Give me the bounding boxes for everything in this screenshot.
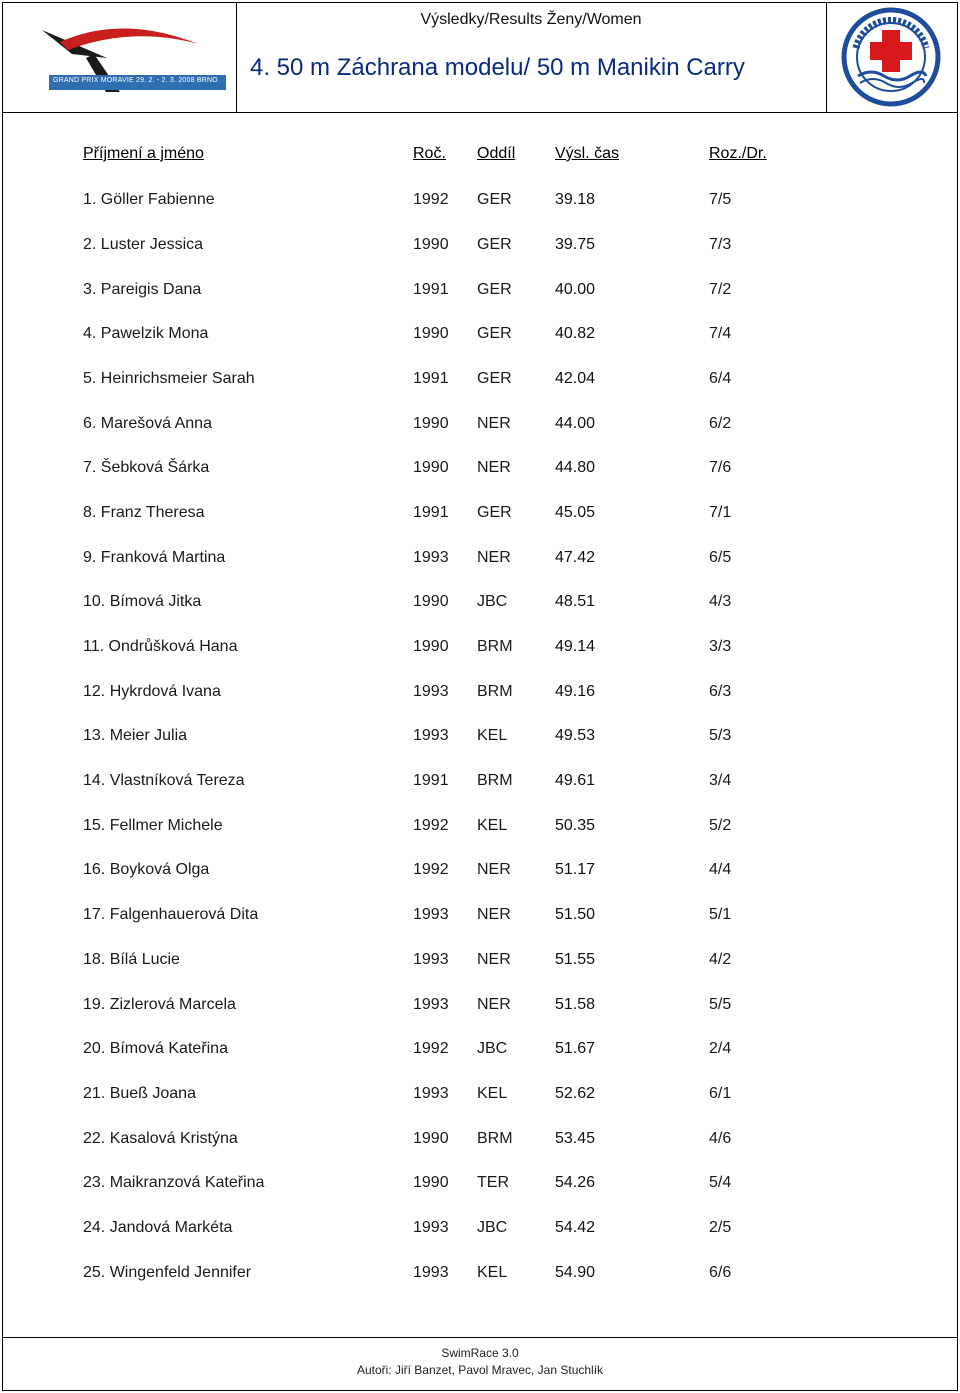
birth-year: 1990: [413, 593, 449, 610]
heat-lane: 5/2: [709, 817, 732, 834]
club-code: NER: [477, 951, 511, 968]
event-title: 4. 50 m Záchrana modelu/ 50 m Manikin Carry: [250, 54, 745, 81]
result-time: 49.53: [555, 727, 596, 744]
heat-lane: 7/4: [709, 325, 732, 342]
result-time: 49.16: [555, 683, 596, 700]
table-row: [83, 191, 843, 215]
birth-year: 1991: [413, 504, 449, 521]
birth-year: 1990: [413, 325, 449, 342]
athlete-name: 7. Šebková Šárka: [83, 459, 210, 476]
birth-year: 1993: [413, 951, 449, 968]
grand-prix-logo-icon: [2, 2, 236, 112]
table-row: [83, 370, 843, 394]
athlete-name: 19. Zizlerová Marcela: [83, 996, 236, 1013]
club-code: KEL: [477, 1264, 508, 1281]
athlete-name: 11. Ondrůšková Hana: [83, 638, 238, 655]
result-time: 53.45: [555, 1130, 596, 1147]
athlete-name: 9. Franková Martina: [83, 549, 226, 566]
athlete-name: 10. Bímová Jitka: [83, 593, 202, 610]
birth-year: 1992: [413, 191, 449, 208]
birth-year: 1992: [413, 1040, 449, 1057]
athlete-name: 24. Jandová Markéta: [83, 1219, 233, 1236]
club-code: NER: [477, 415, 511, 432]
result-time: 44.80: [555, 459, 596, 476]
athlete-name: 2. Luster Jessica: [83, 236, 204, 253]
result-time: 39.18: [555, 191, 596, 208]
athlete-name: 13. Meier Julia: [83, 727, 188, 744]
table-row: [83, 638, 843, 662]
birth-year: 1993: [413, 906, 449, 923]
club-code: GER: [477, 236, 512, 253]
club-code: GER: [477, 325, 512, 342]
heat-lane: 6/6: [709, 1264, 732, 1281]
heat-lane: 7/1: [709, 504, 732, 521]
birth-year: 1993: [413, 1219, 449, 1236]
heat-lane: 5/4: [709, 1174, 732, 1191]
birth-year: 1990: [413, 236, 449, 253]
table-row: [83, 459, 843, 483]
birth-year: 1990: [413, 1130, 449, 1147]
heat-lane: 6/4: [709, 370, 732, 387]
birth-year: 1991: [413, 281, 449, 298]
club-code: BRM: [477, 772, 513, 789]
club-code: JBC: [477, 593, 508, 610]
athlete-name: 21. Bueß Joana: [83, 1085, 196, 1102]
table-row: [83, 951, 843, 975]
table-row: [83, 1085, 843, 1109]
club-code: GER: [477, 281, 512, 298]
page-footer: [2, 1337, 958, 1391]
table-row: [83, 996, 843, 1020]
athlete-name: 4. Pawelzik Mona: [83, 325, 209, 342]
birth-year: 1992: [413, 861, 449, 878]
table-row: [83, 1219, 843, 1243]
result-time: 47.42: [555, 549, 596, 566]
athlete-name: 6. Marešová Anna: [83, 415, 212, 432]
table-row: [83, 325, 843, 349]
heat-lane: 5/3: [709, 727, 732, 744]
heat-lane: 7/2: [709, 281, 732, 298]
column-header-year: Roč.: [413, 145, 446, 162]
table-header-row: [83, 145, 843, 169]
table-row: [83, 549, 843, 573]
athlete-name: 17. Falgenhauerová Dita: [83, 906, 259, 923]
water-rescue-logo-icon: [826, 2, 956, 112]
heat-lane: 4/3: [709, 593, 732, 610]
club-code: KEL: [477, 1085, 508, 1102]
club-code: GER: [477, 191, 512, 208]
table-row: [83, 281, 843, 305]
table-row: [83, 1264, 843, 1288]
heat-lane: 6/1: [709, 1085, 732, 1102]
heat-lane: 2/5: [709, 1219, 732, 1236]
table-row: [83, 504, 843, 528]
club-code: GER: [477, 370, 512, 387]
athlete-name: 12. Hykrdová Ivana: [83, 683, 221, 700]
grand-prix-banner-text: GRAND PRIX MORAVIE 29. 2. - 2. 3. 2008 BRNO: [53, 77, 218, 84]
birth-year: 1991: [413, 772, 449, 789]
result-time: 39.75: [555, 236, 596, 253]
athlete-name: 25. Wingenfeld Jennifer: [83, 1264, 252, 1281]
heat-lane: 4/6: [709, 1130, 732, 1147]
club-code: BRM: [477, 1130, 513, 1147]
result-time: 50.35: [555, 817, 596, 834]
heat-lane: 6/5: [709, 549, 732, 566]
table-row: [83, 1130, 843, 1154]
heat-lane: 5/1: [709, 906, 732, 923]
athlete-name: 3. Pareigis Dana: [83, 281, 202, 298]
column-header-time: Výsl. čas: [555, 145, 620, 162]
header-left-logo-cell: [2, 2, 237, 112]
club-code: BRM: [477, 638, 513, 655]
table-row: [83, 1174, 843, 1198]
heat-lane: 4/4: [709, 861, 732, 878]
heat-lane: 7/3: [709, 236, 732, 253]
result-time: 44.00: [555, 415, 596, 432]
birth-year: 1992: [413, 817, 449, 834]
club-code: NER: [477, 549, 511, 566]
athlete-name: 1. Göller Fabienne: [83, 191, 215, 208]
athlete-name: 22. Kasalová Kristýna: [83, 1130, 238, 1147]
birth-year: 1993: [413, 727, 449, 744]
athlete-name: 14. Vlastníková Tereza: [83, 772, 245, 789]
heat-lane: 2/4: [709, 1040, 732, 1057]
result-time: 51.50: [555, 906, 596, 923]
birth-year: 1990: [413, 459, 449, 476]
result-time: 49.14: [555, 638, 596, 655]
athlete-name: 20. Bímová Kateřina: [83, 1040, 228, 1057]
result-time: 51.58: [555, 996, 596, 1013]
result-time: 45.05: [555, 504, 596, 521]
club-code: TER: [477, 1174, 509, 1191]
column-header-heat-lane: Roz./Dr.: [709, 145, 767, 162]
athlete-name: 18. Bílá Lucie: [83, 951, 180, 968]
column-header-name: Příjmení a jméno: [83, 145, 204, 162]
table-row: [83, 727, 843, 751]
result-time: 51.55: [555, 951, 596, 968]
header-right-logo-cell: [826, 2, 956, 112]
table-row: [83, 683, 843, 707]
software-authors: Autoři: Jiří Banzet, Pavol Mravec, Jan Stuchlík: [356, 1363, 604, 1377]
athlete-name: 5. Heinrichsmeier Sarah: [83, 370, 255, 387]
club-code: NER: [477, 459, 511, 476]
club-code: NER: [477, 906, 511, 923]
result-time: 40.82: [555, 325, 596, 342]
page-header: [2, 2, 958, 113]
heat-lane: 7/6: [709, 459, 732, 476]
club-code: JBC: [477, 1219, 508, 1236]
result-time: 49.61: [555, 772, 596, 789]
grand-prix-banner: [49, 75, 226, 90]
result-time: 40.00: [555, 281, 596, 298]
athlete-name: 15. Fellmer Michele: [83, 817, 223, 834]
athlete-name: 8. Franz Theresa: [83, 504, 205, 521]
table-row: [83, 593, 843, 617]
heat-lane: 5/5: [709, 996, 732, 1013]
birth-year: 1990: [413, 638, 449, 655]
heat-lane: 6/3: [709, 683, 732, 700]
birth-year: 1993: [413, 683, 449, 700]
result-time: 54.26: [555, 1174, 596, 1191]
club-code: KEL: [477, 817, 508, 834]
table-row: [83, 772, 843, 796]
club-code: KEL: [477, 727, 508, 744]
birth-year: 1993: [413, 549, 449, 566]
table-row: [83, 1040, 843, 1064]
table-row: [83, 906, 843, 930]
birth-year: 1990: [413, 1174, 449, 1191]
table-row: [83, 861, 843, 885]
birth-year: 1991: [413, 370, 449, 387]
birth-year: 1990: [413, 415, 449, 432]
table-row: [83, 415, 843, 439]
heat-lane: 6/2: [709, 415, 732, 432]
result-time: 51.67: [555, 1040, 596, 1057]
club-code: NER: [477, 861, 511, 878]
athlete-name: 16. Boyková Olga: [83, 861, 210, 878]
result-time: 42.04: [555, 370, 596, 387]
heat-lane: 3/4: [709, 772, 732, 789]
table-row: [83, 236, 843, 260]
birth-year: 1993: [413, 1085, 449, 1102]
club-code: BRM: [477, 683, 513, 700]
software-name: SwimRace 3.0: [441, 1346, 519, 1360]
column-header-club: Oddíl: [477, 145, 516, 162]
club-code: NER: [477, 996, 511, 1013]
birth-year: 1993: [413, 1264, 449, 1281]
club-code: JBC: [477, 1040, 508, 1057]
results-subtitle: Výsledky/Results Ženy/Women: [420, 11, 642, 28]
result-time: 51.17: [555, 861, 596, 878]
heat-lane: 7/5: [709, 191, 732, 208]
birth-year: 1993: [413, 996, 449, 1013]
heat-lane: 4/2: [709, 951, 732, 968]
result-time: 48.51: [555, 593, 596, 610]
heat-lane: 3/3: [709, 638, 732, 655]
table-row: [83, 817, 843, 841]
result-time: 52.62: [555, 1085, 596, 1102]
result-time: 54.90: [555, 1264, 596, 1281]
header-title-cell: [236, 2, 827, 112]
club-code: GER: [477, 504, 512, 521]
result-time: 54.42: [555, 1219, 596, 1236]
athlete-name: 23. Maikranzová Kateřina: [83, 1174, 265, 1191]
